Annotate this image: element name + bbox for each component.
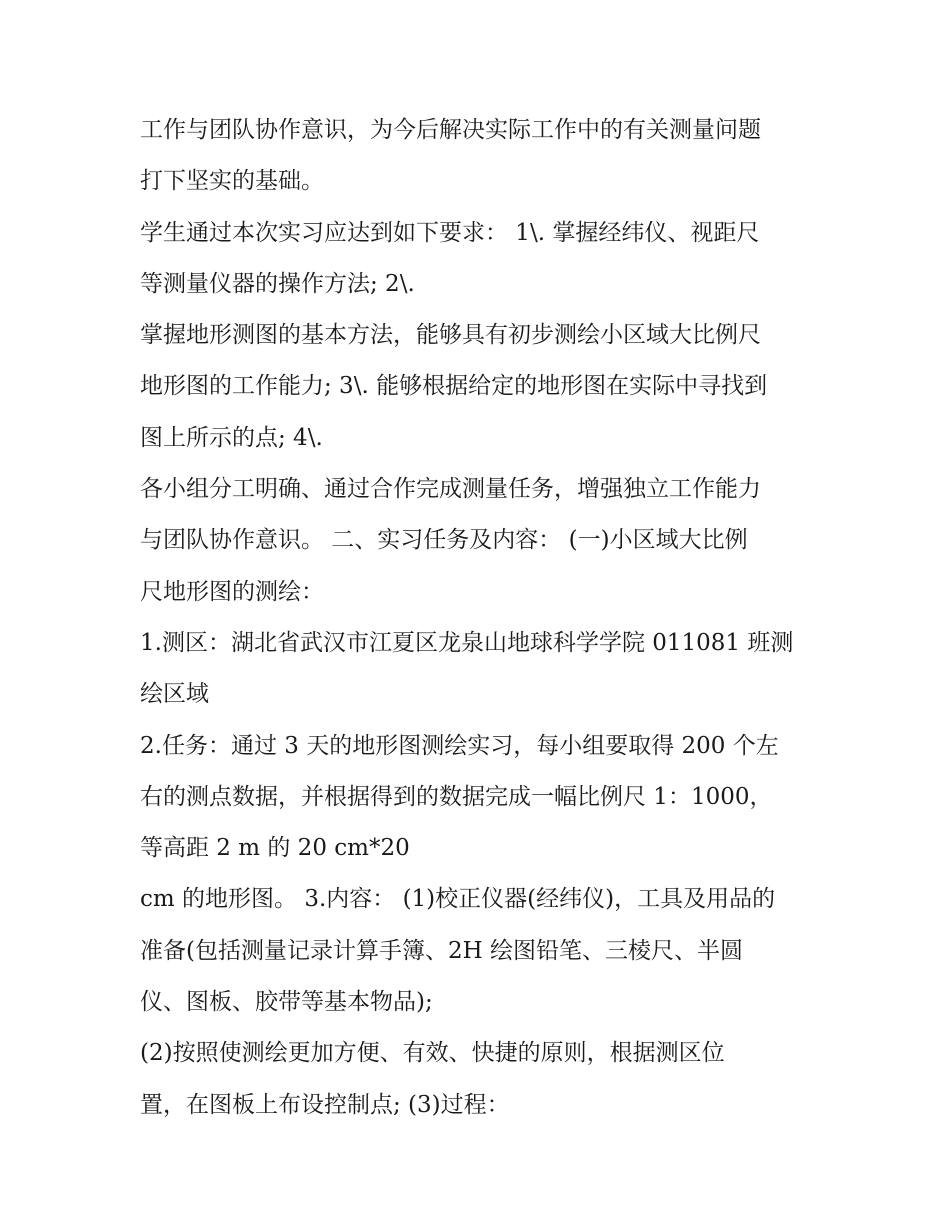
text-line: 等测量仪器的操作方法; 2\. — [140, 270, 415, 297]
text-line: 1.测区：湖北省武汉市江夏区龙泉山地球科学学院 011081 班测 — [140, 629, 794, 656]
text-line: 2.任务：通过 3 天的地形图测绘实习，每小组要取得 200 个左 — [140, 732, 779, 759]
text-line: 绘区域 — [140, 681, 209, 708]
text-line: 与团队协作意识。 二、实习任务及内容： (一)小区域大比例 — [140, 527, 748, 554]
text-line: 尺地形图的测绘： — [140, 578, 324, 605]
text-line: 打下坚实的基础。 — [140, 168, 324, 195]
text-line: 图上所示的点; 4\. — [140, 424, 323, 451]
text-line: 各小组分工明确、通过合作完成测量任务，增强独立工作能力 — [140, 476, 761, 503]
text-line: 准备(包括测量记录计算手簿、2H 绘图铅笔、三棱尺、半圆 — [140, 937, 743, 964]
text-line: 地形图的工作能力; 3\. 能够根据给定的地形图在实际中寻找到 — [140, 373, 768, 400]
text-line: 置，在图板上布设控制点; (3)过程： — [140, 1091, 510, 1118]
text-line: 仪、图板、胶带等基本物品); — [140, 989, 433, 1016]
text-line: cm 的地形图。 3.内容： (1)校正仪器(经纬仪)，工具及用品的 — [140, 886, 776, 913]
text-line: 右的测点数据，并根据得到的数据完成一幅比例尺 1：1000， — [140, 783, 773, 810]
text-line: 学生通过本次实习应达到如下要求： 1\. 掌握经纬仪、视距尺 — [140, 219, 760, 246]
text-line: 掌握地形测图的基本方法，能够具有初步测绘小区域大比例尺 — [140, 322, 761, 349]
text-line: (2)按照使测绘更加方便、有效、快捷的原则，根据测区位 — [140, 1040, 725, 1067]
body-text — [140, 105, 820, 1131]
text-line: 等高距 2 m 的 20 cm*20 — [140, 835, 410, 862]
text-line: 工作与团队协作意识，为今后解决实际工作中的有关测量问题 — [140, 117, 761, 143]
